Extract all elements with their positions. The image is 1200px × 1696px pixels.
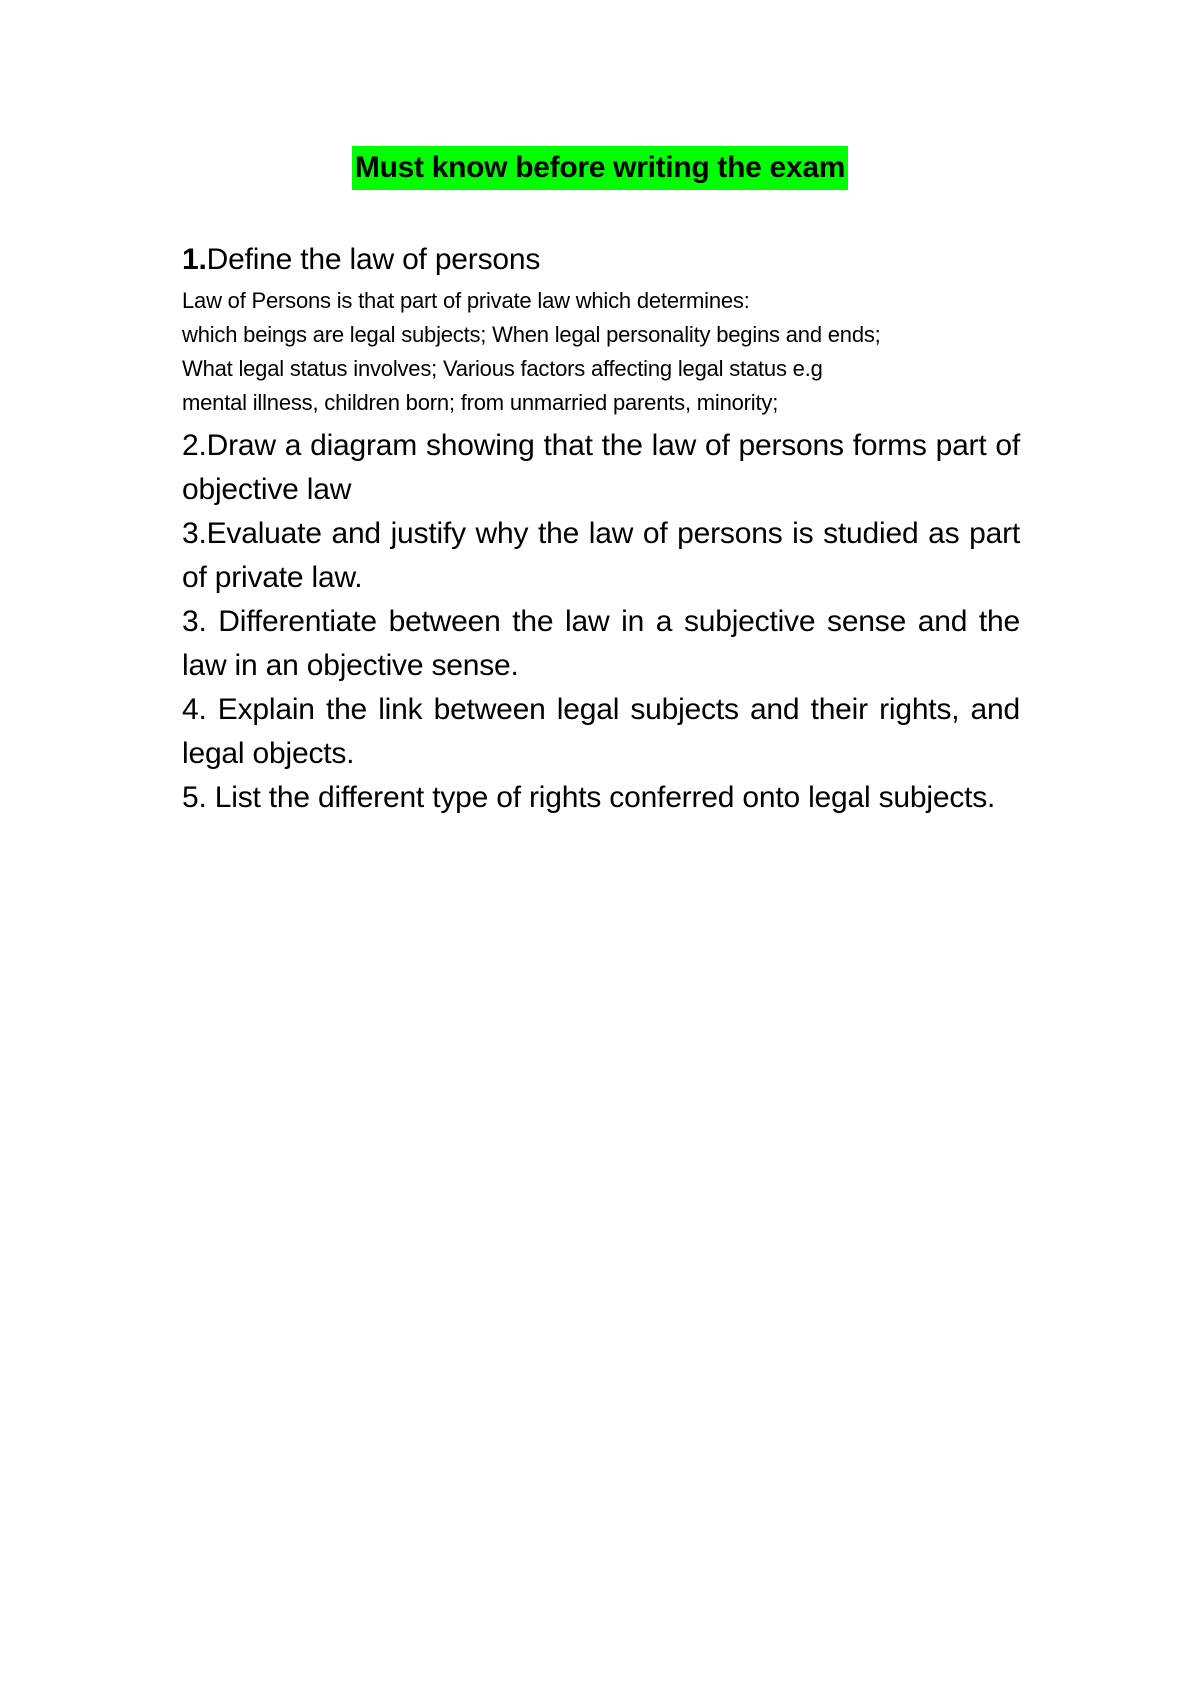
question-2-text: Draw a diagram showing that the law of persons forms part of objective law bbox=[182, 429, 1020, 506]
answer-line: What legal status involves; Various factors affecting legal status e.g bbox=[182, 356, 823, 381]
question-2 bbox=[182, 424, 1020, 512]
question-1-answer bbox=[182, 284, 1020, 420]
question-4: 4. Explain the link between legal subjects and their rights, and legal objects. bbox=[182, 693, 1020, 770]
question-list bbox=[182, 238, 1020, 820]
question-3a-number: 3. bbox=[182, 517, 207, 550]
page-title: Must know before writing the exam bbox=[352, 146, 848, 190]
question-3b: 3. Differentiate between the law in a subjective sense and the law in an objective sense. bbox=[182, 605, 1020, 682]
question-2-number: 2. bbox=[182, 429, 207, 462]
question-3a bbox=[182, 512, 1020, 600]
question-1 bbox=[182, 238, 1020, 282]
title-wrapper bbox=[0, 146, 1200, 190]
question-1-number: 1. bbox=[182, 243, 207, 276]
question-1-heading: Define the law of persons bbox=[206, 243, 541, 276]
answer-line: mental illness, children born; from unmarried parents, minority; bbox=[182, 390, 779, 415]
answer-line: which beings are legal subjects; When legal personality begins and ends; bbox=[182, 322, 881, 347]
answer-line: Law of Persons is that part of private law which determines: bbox=[182, 288, 750, 313]
question-5: 5. List the different type of rights conferred onto legal subjects. bbox=[182, 781, 996, 814]
question-3a-text: Evaluate and justify why the law of persons is studied as part of private law. bbox=[182, 517, 1020, 594]
